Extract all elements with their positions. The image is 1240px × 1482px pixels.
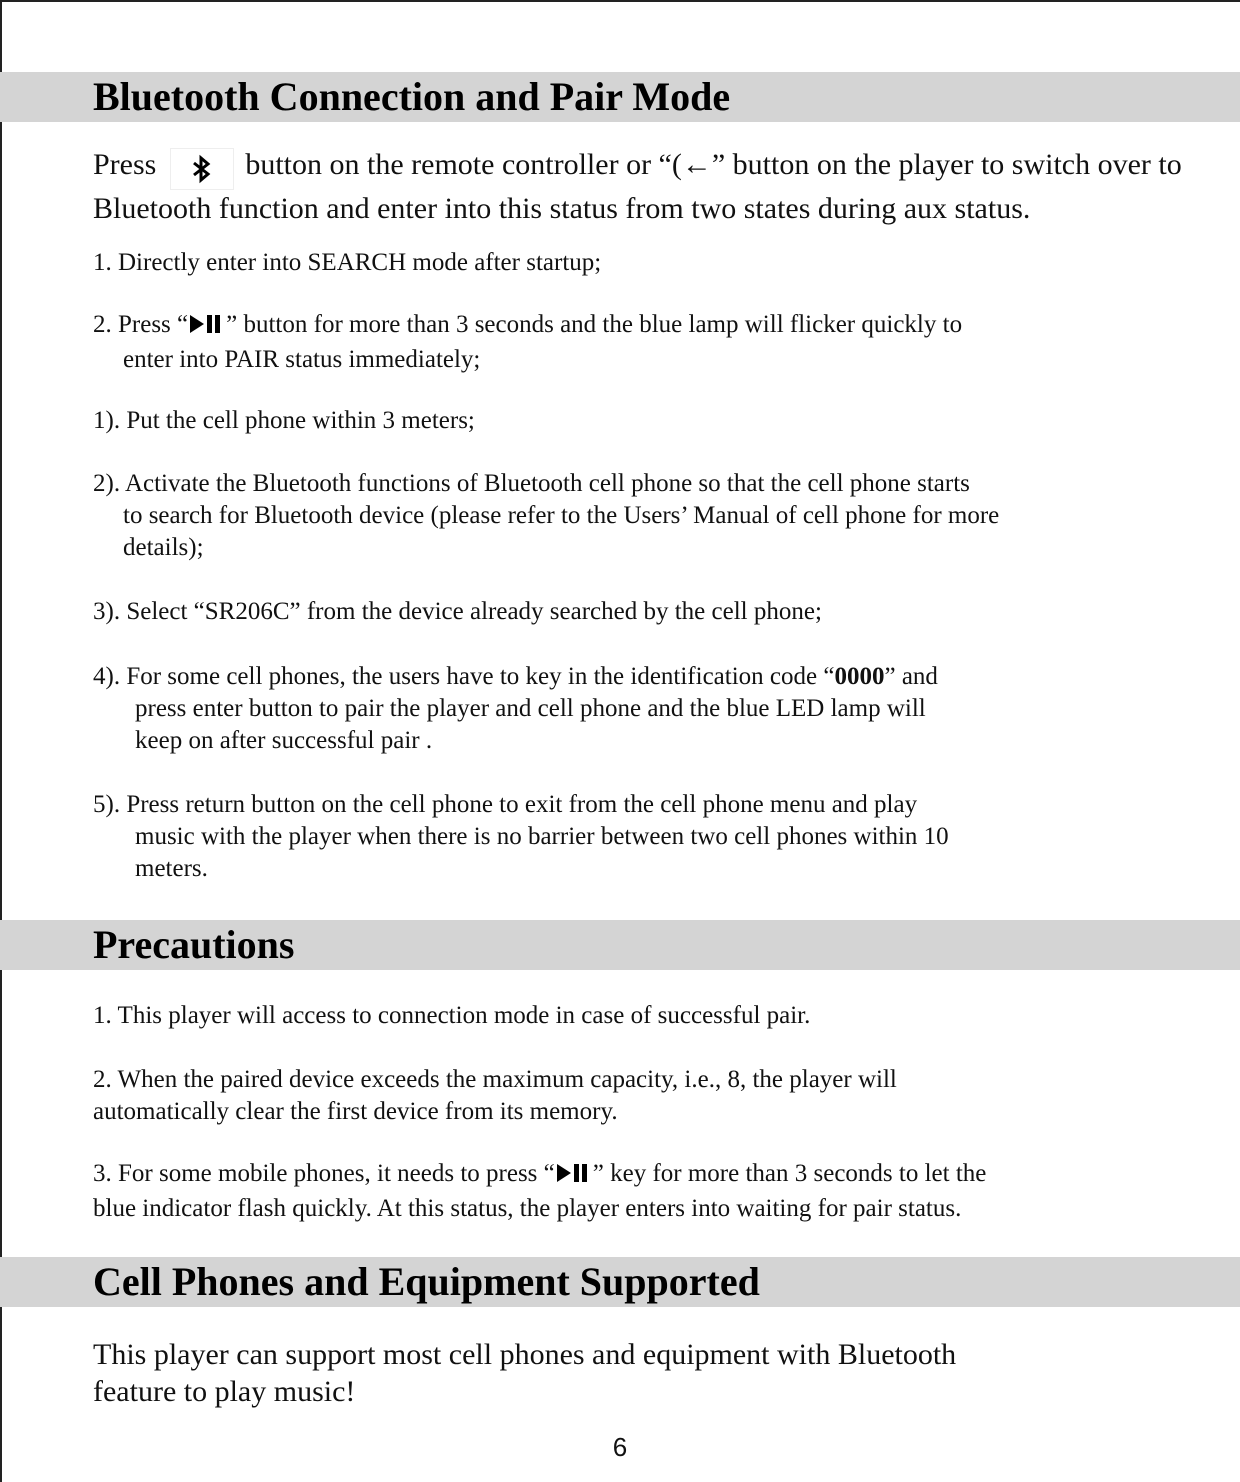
sub-step-2-line3: details); [123, 534, 204, 561]
sub-step-5-line3: meters. [135, 855, 208, 882]
play-pause-icon [555, 1161, 593, 1193]
intro-rest: button on the remote controller or “(←” button on the player to switch over to [245, 148, 1182, 181]
sub-step-4-line3: keep on after successful pair . [135, 727, 433, 754]
step-2-start: 2. Press “ [93, 311, 189, 338]
sub-step-2 [93, 468, 999, 564]
sub-step-1: 1). Put the cell phone within 3 meters; [93, 407, 475, 434]
step-2-rest: ” button for more than 3 seconds and the blue lamp will flicker quickly to [226, 311, 963, 338]
intro-press: Press [93, 148, 157, 181]
sub-step-5-line2: music with the player when there is no barrier between two cell phones within 10 [135, 823, 949, 850]
section-header-bluetooth [0, 72, 1240, 122]
precaution-2 [93, 1064, 897, 1128]
play-pause-icon [188, 312, 226, 344]
intro-line2: Bluetooth function and enter into this status from two states during aux status. [93, 192, 1031, 225]
section-title: Bluetooth Connection and Pair Mode [93, 74, 731, 119]
bluetooth-icon [170, 148, 234, 190]
precaution-2-line1: 2. When the paired device exceeds the maximum capacity, i.e., 8, the player will [93, 1066, 897, 1093]
precaution-3-line2: blue indicator flash quickly. At this status, the player enters into waiting for pair status. [93, 1195, 962, 1222]
supported-line1: This player can support most cell phones and equipment with Bluetooth [93, 1338, 957, 1371]
precaution-1: 1. This player will access to connection mode in case of successful pair. [93, 1002, 811, 1029]
sub-step-5-line1: 5). Press return button on the cell phone to exit from the cell phone menu and play [93, 791, 918, 818]
sub-step-5 [93, 789, 949, 885]
sub-step-2-line1: 2). Activate the Bluetooth functions of Bluetooth cell phone so that the cell phone starts [93, 470, 970, 497]
sub-step-4-line1-a: 4). For some cell phones, the users have to key in the identification code “ [93, 663, 835, 690]
identification-code: 0000 [834, 663, 885, 690]
precaution-3-start: 3. For some mobile phones, it needs to press “ [93, 1160, 555, 1187]
sub-step-4 [93, 661, 938, 757]
step-2-line2: enter into PAIR status immediately; [123, 346, 481, 373]
section-header-precautions [0, 920, 1240, 970]
section-title: Precautions [93, 922, 295, 967]
page-number: 6 [612, 1432, 628, 1462]
supported-line2: feature to play music! [93, 1375, 356, 1408]
sub-step-4-line2: press enter button to pair the player and cell phone and the blue LED lamp will [135, 695, 926, 722]
precaution-2-line2: automatically clear the first device from its memory. [93, 1098, 618, 1125]
supported-paragraph [93, 1336, 956, 1410]
sub-step-2-line2: to search for Bluetooth device (please refer to the Users’ Manual of cell phone for more [123, 502, 1000, 529]
sub-step-3: 3). Select “SR206C” from the device already searched by the cell phone; [93, 598, 822, 625]
section-header-supported [0, 1257, 1240, 1307]
section-title: Cell Phones and Equipment Supported [93, 1259, 760, 1304]
intro-paragraph [93, 146, 1182, 227]
step-1: 1. Directly enter into SEARCH mode after startup; [93, 249, 602, 276]
precaution-3-rest: ” key for more than 3 seconds to let the [592, 1160, 987, 1187]
precaution-3 [93, 1158, 986, 1225]
step-2 [93, 309, 962, 376]
sub-step-4-line1-b: ” and [884, 663, 938, 690]
